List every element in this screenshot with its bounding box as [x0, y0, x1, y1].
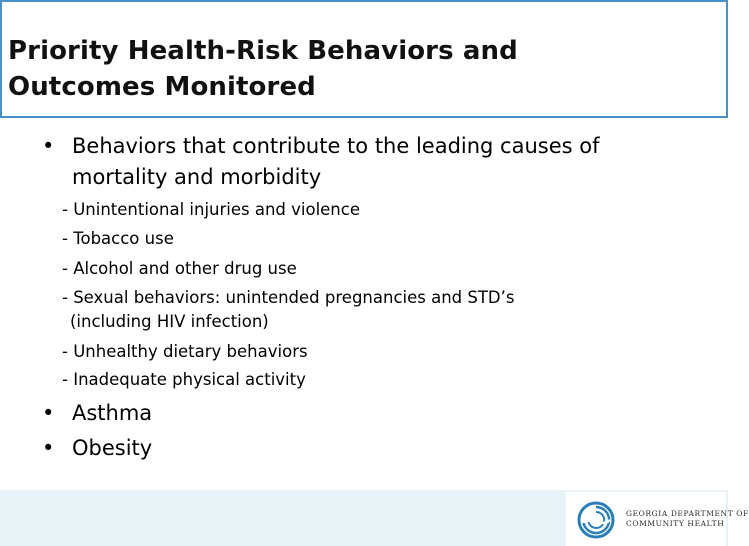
organization-logo [566, 492, 749, 546]
bullet-asthma: Asthma [72, 401, 153, 425]
bullet-icon: • [42, 436, 55, 460]
sub-item-physical-activity: - Inadequate physical activity [62, 370, 306, 389]
sub-item-tobacco: - Tobacco use [62, 229, 174, 248]
bullet-icon: • [42, 401, 55, 425]
bullet-behaviors-line-2: mortality and morbidity [72, 165, 322, 189]
slide-title-line-1: Priority Health-Risk Behaviors and [8, 36, 518, 66]
georgia-dch-swirl-icon [576, 500, 616, 540]
sub-item-alcohol: - Alcohol and other drug use [62, 259, 297, 278]
slide-title-line-2: Outcomes Monitored [8, 72, 316, 102]
logo-text-line-2: COMMUNITY HEALTH [626, 519, 725, 528]
sub-item-dietary: - Unhealthy dietary behaviors [62, 342, 308, 361]
logo-text-line-1: GEORGIA DEPARTMENT OF [626, 509, 749, 518]
sub-item-injuries: - Unintentional injuries and violence [62, 200, 360, 219]
sub-item-sexual: - Sexual behaviors: unintended pregnancies and STD’s [62, 288, 515, 307]
bullet-behaviors-line-1: Behaviors that contribute to the leading causes of [72, 134, 600, 158]
bullet-obesity: Obesity [72, 436, 153, 460]
sub-item-sexual-continued: (including HIV infection) [70, 312, 269, 331]
logo-text [626, 509, 749, 529]
bullet-icon: • [42, 134, 55, 158]
